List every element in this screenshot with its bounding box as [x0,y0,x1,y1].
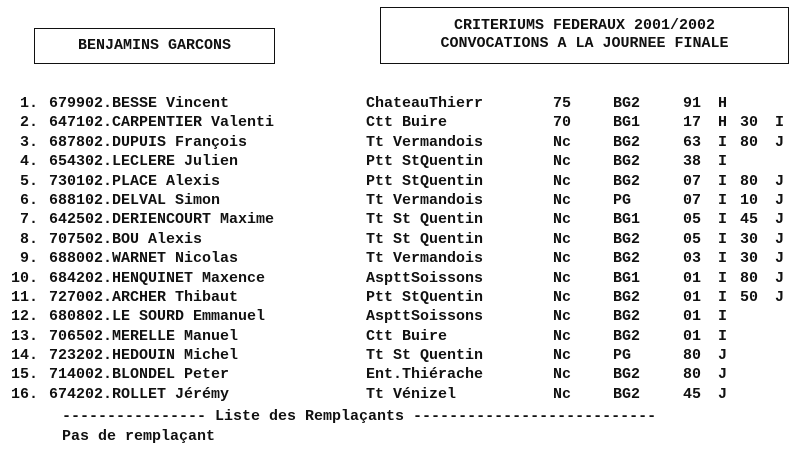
cell-r1: 01 [683,269,702,287]
cell-cat: PG [613,347,632,365]
cell-club: ChateauThierr [366,95,484,112]
cell-cat: BG2 [613,366,641,384]
cell-cat: BG2 [613,288,641,306]
cell-r2: 45 [740,211,759,229]
cell-num: 16. [10,385,38,403]
cell-x2: J [775,211,785,229]
cell-pts: Nc [553,366,572,384]
cell-club: Ptt StQuentin [366,288,484,306]
no-substitute-text: Pas de remplaçant [62,428,216,445]
cell-lic: 654302.LECLERE Julien [49,153,239,171]
cell-club: Tt Vénizel [366,385,457,403]
cell-x1: I [718,153,728,171]
cell-cat: BG2 [613,250,641,268]
cell-club: Tt St Quentin [366,230,484,248]
cell-num: 11. [10,288,38,306]
cell-x1: I [718,250,728,268]
cell-r2: 80 [740,133,759,151]
cell-lic: 714002.BLONDEL Peter [49,366,230,384]
cell-r1: 80 [683,366,702,384]
cell-lic: 642502.DERIENCOURT Maxime [49,211,275,229]
cell-r1: 01 [683,288,702,306]
cell-x1: I [718,308,728,326]
cell-num: 12. [10,308,38,326]
cell-x2: J [775,191,785,209]
cell-club: Ent.Thiérache [366,366,484,384]
cell-x2: J [775,288,785,306]
cell-lic: 679902.BESSE Vincent [49,95,230,112]
cell-x1: H [718,114,728,132]
cell-num: 14. [10,347,38,365]
cell-pts: Nc [553,191,572,209]
cell-num: 15. [10,366,38,384]
cell-r2: 30 [740,230,759,248]
cell-x1: J [718,385,728,403]
category-title-box [34,28,275,64]
cell-x1: I [718,288,728,306]
cell-cat: BG1 [613,114,641,132]
cell-club: Tt Vermandois [366,133,484,151]
cell-lic: 647102.CARPENTIER Valenti [49,114,275,132]
cell-x1: I [718,230,728,248]
cell-pts: Nc [553,250,572,268]
cell-lic: 680802.LE SOURD Emmanuel [49,308,266,326]
cell-x1: I [718,133,728,151]
cell-club: AspttSoissons [366,269,484,287]
cell-r2: 10 [740,191,759,209]
cell-x1: I [718,269,728,287]
cell-cat: BG2 [613,172,641,190]
cell-cat: BG1 [613,269,641,287]
cell-club: Ctt Buire [366,327,448,345]
cell-x1: J [718,366,728,384]
cell-club: Ptt StQuentin [366,153,484,171]
cell-lic: 707502.BOU Alexis [49,230,203,248]
cell-r2: 80 [740,269,759,287]
cell-pts: Nc [553,133,572,151]
cell-x2: J [775,250,785,268]
cell-lic: 706502.MERELLE Manuel [49,327,239,345]
cell-pts: 70 [553,114,572,132]
cell-num: 2. [19,114,38,132]
cell-lic: 688102.DELVAL Simon [49,191,221,209]
cell-x1: I [718,172,728,190]
cell-r1: 07 [683,172,702,190]
event-title: CRITERIUMS FEDERAUX 2001/2002 [453,17,716,34]
cell-num: 4. [19,153,38,171]
cell-r1: 80 [683,347,702,365]
cell-x2: I [775,114,785,132]
cell-lic: 688002.WARNET Nicolas [49,250,239,268]
cell-r2: 30 [740,250,759,268]
cell-r2: 80 [740,172,759,190]
cell-pts: Nc [553,385,572,403]
cell-r1: 01 [683,308,702,326]
cell-num: 9. [19,250,38,268]
substitutes-separator: ---------------- Liste des Remplaçants --------------------------- [62,408,657,425]
event-subtitle: CONVOCATIONS A LA JOURNEE FINALE [440,35,729,52]
cell-club: Tt Vermandois [366,250,484,268]
cell-num: 10. [10,269,38,287]
cell-lic: 684202.HENQUINET Maxence [49,269,266,287]
cell-pts: Nc [553,288,572,306]
cell-num: 7. [19,211,38,229]
cell-cat: BG2 [613,133,641,151]
cell-r2: 50 [740,288,759,306]
cell-r1: 91 [683,95,702,112]
cell-r1: 07 [683,191,702,209]
cell-num: 3. [19,133,38,151]
cell-pts: Nc [553,327,572,345]
cell-x2: J [775,230,785,248]
cell-lic: 723202.HEDOUIN Michel [49,347,239,365]
cell-x1: I [718,211,728,229]
cell-x2: J [775,172,785,190]
cell-num: 1. [19,95,38,112]
cell-pts: Nc [553,269,572,287]
cell-r1: 05 [683,230,702,248]
cell-club: Tt Vermandois [366,191,484,209]
cell-pts: Nc [553,230,572,248]
cell-lic: 687802.DUPUIS François [49,133,248,151]
cell-pts: Nc [553,211,572,229]
cell-x1: I [718,327,728,345]
cell-num: 13. [10,327,38,345]
cell-r1: 03 [683,250,702,268]
cell-lic: 674202.ROLLET Jérémy [49,385,230,403]
cell-club: AspttSoissons [366,308,484,326]
cell-pts: 75 [553,95,572,112]
cell-cat: BG2 [613,327,641,345]
cell-r1: 05 [683,211,702,229]
cell-x1: I [718,191,728,209]
cell-num: 8. [19,230,38,248]
cell-cat: PG [613,191,632,209]
cell-x1: J [718,347,728,365]
cell-cat: BG2 [613,230,641,248]
cell-cat: BG1 [613,211,641,229]
cell-num: 6. [19,191,38,209]
cell-lic: 727002.ARCHER Thibaut [49,288,239,306]
cell-r1: 38 [683,153,702,171]
cell-r1: 01 [683,327,702,345]
cell-r2: 30 [740,114,759,132]
cell-r1: 63 [683,133,702,151]
cell-pts: Nc [553,153,572,171]
cell-x1: H [718,95,728,112]
cell-club: Ptt StQuentin [366,172,484,190]
cell-pts: Nc [553,308,572,326]
cell-r1: 45 [683,385,702,403]
cell-num: 5. [19,172,38,190]
cell-x2: J [775,269,785,287]
event-title-box [380,7,789,64]
cell-x2: J [775,133,785,151]
cell-r1: 17 [683,114,702,132]
cell-cat: BG2 [613,385,641,403]
cell-cat: BG2 [613,308,641,326]
cell-pts: Nc [553,347,572,365]
category-title: BENJAMINS GARCONS [77,37,232,54]
cell-club: Tt St Quentin [366,347,484,365]
cell-club: Ctt Buire [366,114,448,132]
cell-club: Tt St Quentin [366,211,484,229]
cell-lic: 730102.PLACE Alexis [49,172,221,190]
cell-pts: Nc [553,172,572,190]
cell-cat: BG2 [613,95,641,112]
cell-cat: BG2 [613,153,641,171]
